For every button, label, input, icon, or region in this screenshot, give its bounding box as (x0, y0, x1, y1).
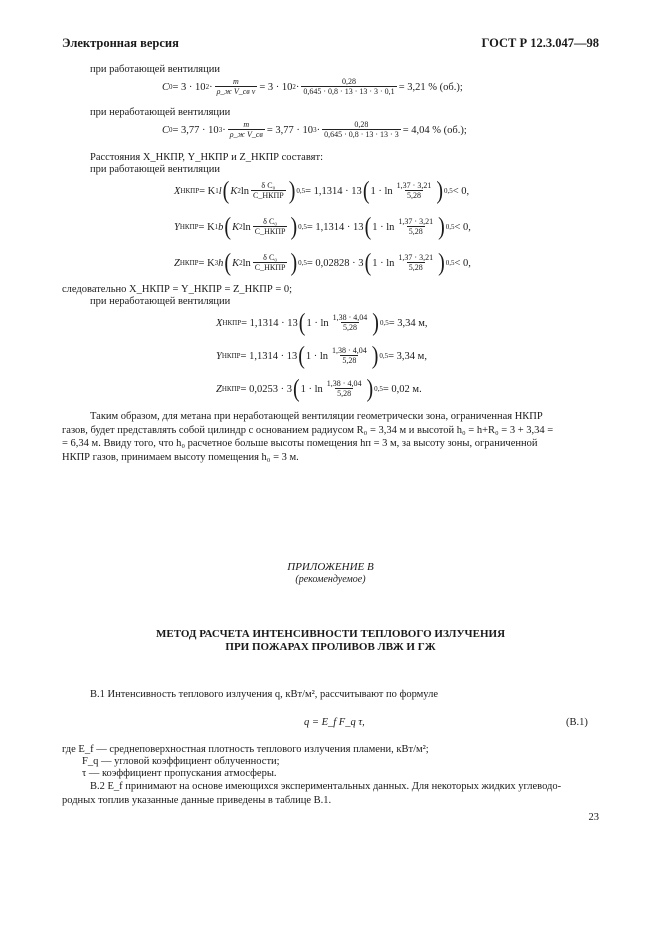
eq2-fraction-2: $\frac{0,28}{0,645 \cdot 0,8 \cdot 13 \cdot 13 \cdot 3}$ (324, 120, 399, 139)
eq1-d: · (295, 81, 300, 93)
text-working-ventilation-1: при работающей вентиляции (90, 64, 220, 75)
eq1-lhs: C (162, 81, 170, 93)
eq2-lhs: C (162, 124, 170, 136)
eq2-a-sup: 3 (218, 126, 223, 135)
eq1-fraction-2: $\frac{0,28}{0,645 \cdot 0,8 \cdot 13 \cdot 13 \cdot 3 \cdot 0,1}$ (303, 77, 395, 96)
where-line-1: где E_f — среднеповерхностная плотность теплового излучения пламени, кВт/м²; (62, 744, 429, 755)
eq1-a-sup: 2 (205, 83, 210, 92)
eq1-a: = 3 · 10 (172, 81, 206, 93)
header-left: Электронная версия (62, 36, 179, 50)
eq2-c: = 3,77 · 10 (266, 124, 314, 136)
method-title-line2: ПРИ ПОЖАРАХ ПРОЛИВОВ ЛВЖ И ГЖ (225, 641, 436, 653)
appendix-subtitle: (рекомендуемое) (295, 574, 366, 585)
appendix-title: ПРИЛОЖЕНИЕ В (287, 561, 374, 573)
section-b2: В.2 E_f принимают на основе имеющихся экспериментальных данных. Для некоторых жидких углеводо- родных топлив указанные данные приведены в таблице В.1. (62, 781, 562, 806)
section-b1: В.1 Интенсивность теплового излучения q, кВт/м², рассчитывают по формуле (90, 689, 438, 700)
eq1-lhs-sub: 0 (169, 83, 173, 92)
eq1-c-sup: 2 (292, 83, 296, 92)
eq1-fraction-1: $\frac{m}{\text{ρ\_ж V\_св v}}$ (216, 77, 256, 96)
equation-z-working: Z НКПР = K 3 h ( K 2 ln $\frac{\text{δ C₀}}{\text{C\_НКПР}}$ ) 0,5 = 0,02828 · 3 ( 1 · ln $\frac{1,37 \cdot 3,21}{5,28}$ ) 0,5 < 0, (174, 249, 471, 277)
equation-x-working: X НКПР = K 1 l ( K 2 ln $\frac{\text{δ C₀}}{\text{C\_НКПР}}$ ) 0,5 = 1,1314 · 13 ( 1 · ln $\frac{1,37 \cdot 3,21}{5,28}$ ) 0,5 < 0, (174, 177, 470, 205)
formula-b1: q = E_f F_q τ, (304, 717, 365, 728)
text-non-working-ventilation-1: при неработающей вентиляции (90, 107, 231, 118)
eq1-c: = 3 · 10 (259, 81, 293, 93)
equation-y-working: Y НКПР = K 1 b ( K 2 ln $\frac{\text{δ C₀}}{\text{C\_НКПР}}$ ) 0,5 = 1,1314 · 13 ( 1 · ln $\frac{1,37 \cdot 3,21}{5,28}$ ) 0,5 < 0, (174, 213, 471, 241)
equation-c0-non-working (162, 121, 467, 139)
eq2-b: · (222, 124, 226, 136)
text-non-working-ventilation-2: при неработающей вентиляции (90, 296, 231, 307)
eq1-b: · (209, 81, 213, 93)
equation-z-non-working: Z НКПР = 0,0253 · 3 ( 1 · ln $\frac{1,38 \cdot 4,04}{5,28}$ ) 0,5 = 0,02 м. (216, 375, 422, 403)
eq2-fraction-1: $\frac{m}{\text{ρ\_ж V\_св}}$ (229, 120, 263, 139)
eq2-rhs: = 4,04 % (об.); (402, 124, 467, 136)
eq2-lhs-sub: 0 (169, 126, 173, 135)
where-line-2: F_q — угловой коэффициент облученности; (82, 756, 280, 767)
header-right: ГОСТ Р 12.3.047—98 (481, 36, 599, 50)
formula-label: (В.1) (566, 717, 588, 728)
equation-x-non-working: X НКПР = 1,1314 · 13 ( 1 · ln $\frac{1,38 \cdot 4,04}{5,28}$ ) 0,5 = 3,34 м, (216, 309, 428, 337)
text-working-ventilation-2: при работающей вентиляции (90, 164, 220, 175)
equation-y-non-working: Y НКПР = 1,1314 · 13 ( 1 · ln $\frac{1,38 \cdot 4,04}{5,28}$ ) 0,5 = 3,34 м, (216, 342, 427, 370)
where-line-3: τ — коэффициент пропускания атмосферы. (82, 768, 277, 779)
page-number: 23 (588, 812, 599, 823)
eq2-a: = 3,77 · 10 (172, 124, 219, 136)
eq1-rhs: = 3,21 % (об.); (398, 81, 463, 93)
eq2-d: · (316, 124, 321, 136)
conclusion-paragraph: Таким образом, для метана при неработающей вентиляции геометрически зона, ограниченная НКПР газов, будет представлять собой цилиндр с основанием радиусом R₀ = 3,34 м и высотой h₀ = h+R₀ = 3 + 3,34 = = 6,34 м. Ввиду того, что h₀ расчетное больше высоты помещения hп = 3 м, за высоту зоны, ограниченной НКПР газов, принимаем высоту помещения h₀ = 3 м. (62, 411, 554, 463)
text-distances: Расстояния X_НКПР, Y_НКПР и Z_НКПР составят: (90, 152, 323, 163)
method-title-line1: МЕТОД РАСЧЕТА ИНТЕНСИВНОСТИ ТЕПЛОВОГО ИЗЛУЧЕНИЯ (155, 628, 506, 640)
text-consequently: следовательно X_НКПР = Y_НКПР = Z_НКПР = 0; (62, 284, 293, 295)
equation-c0-working (162, 78, 463, 96)
eq2-c-sup: 3 (313, 126, 317, 135)
